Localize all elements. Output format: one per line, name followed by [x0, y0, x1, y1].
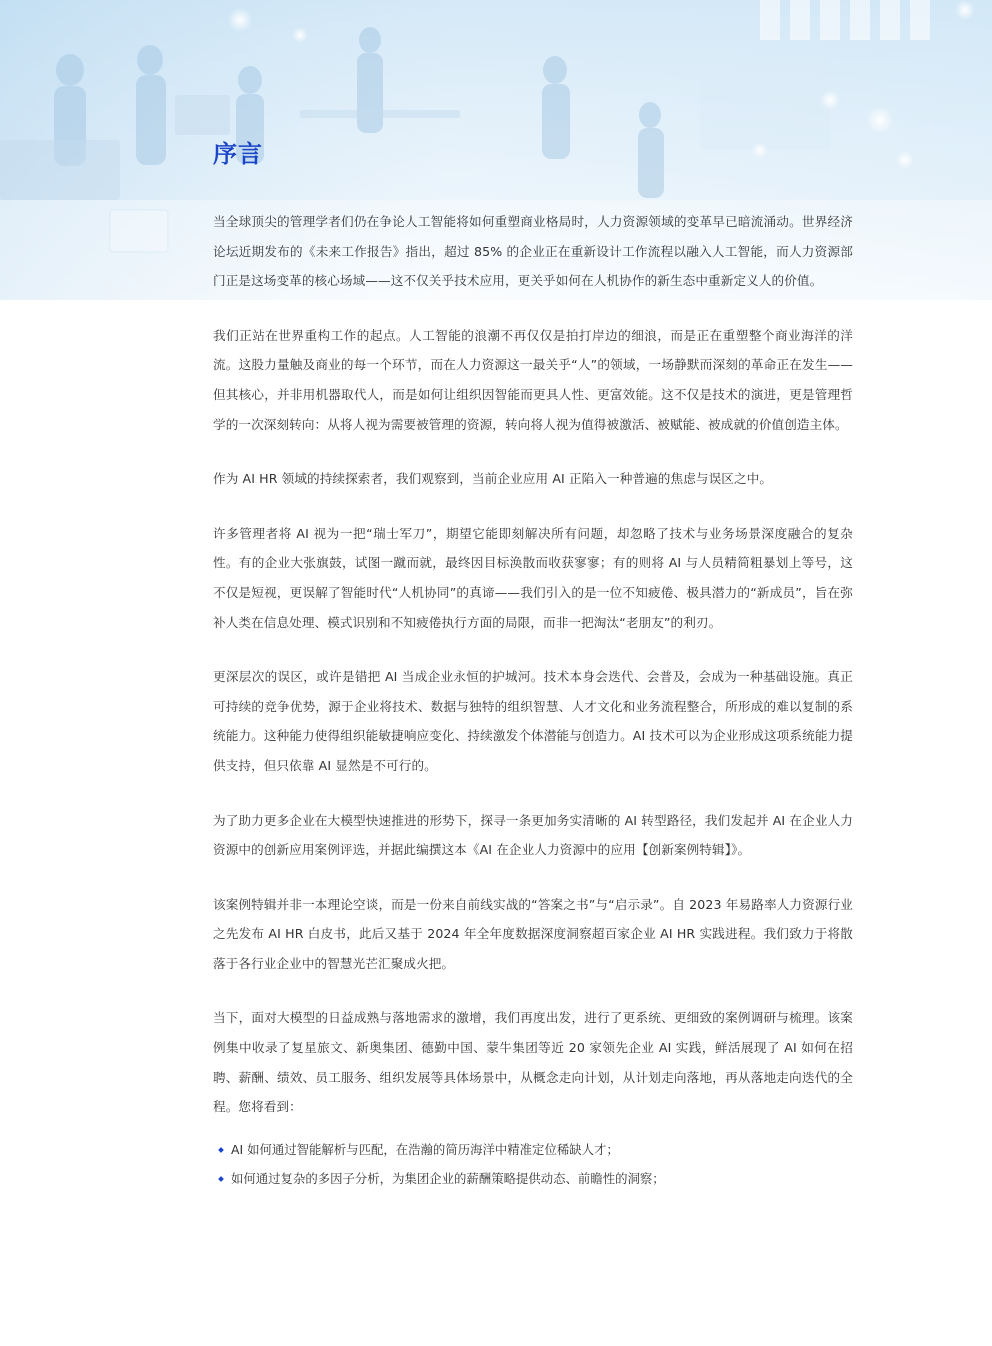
preface-body — [213, 207, 853, 1194]
paragraph: 我们正站在世界重构工作的起点。人工智能的浪潮不再仅仅是拍打岸边的细浪，而是正在重塑整个商业海洋的洋流。这股力量触及商业的每一个环节，而在人力资源这一最关乎“人”的领域，一场静默而深刻的革命正在发生——但其核心，并非用机器取代人，而是如何让组织因智能而更具人性、更富效能。这不仅是技术的演进，更是管理哲学的一次深刻转向：从将人视为需要被管理的资源，转向将人视为值得被激活、被赋能、被成就的价值创造主体。 — [213, 327, 853, 432]
diamond-bullet-icon — [218, 1147, 224, 1153]
list-item-text: 如何通过复杂的多因子分析，为集团企业的薪酬策略提供动态、前瞻性的洞察； — [231, 1171, 665, 1187]
paragraph: 当全球顶尖的管理学者们仍在争论人工智能将如何重塑商业格局时，人力资源领域的变革早已暗流涌动。世界经济论坛近期发布的《未来工作报告》指出，超过 85% 的企业正在重新设计工作流程以融入人工智能，而人力资源部门正是这场变革的核心场域——这不仅关乎技术应用，更关乎如何在人机协作的新生态中重新定义人的价值。 — [213, 214, 853, 289]
paragraph: 该案例特辑并非一本理论空谈，而是一份来自前线实战的“答案之书”与“启示录”。自 2023 年易路率人力资源行业之先发布 AI HR 白皮书，此后又基于 2024 年全年度数据深度洞察超百家企业 AI HR 实践进程。我们致力于将散落于各行业企业中的智慧光芒汇聚成火把。 — [213, 896, 853, 971]
page-title: 序言 — [213, 140, 263, 168]
paragraph: 更深层次的误区，或许是错把 AI 当成企业永恒的护城河。技术本身会迭代、会普及，会成为一种基础设施。真正可持续的竞争优势，源于企业将技术、数据与独特的组织智慧、人才文化和业务流程整合，所形成的难以复制的系统能力。这种能力使得组织能敏捷响应变化、持续激发个体潜能与创造力。AI 技术可以为企业形成这项系统能力提供支持，但只依靠 AI 显然是不可行的。 — [213, 669, 853, 773]
paragraph: 作为 AI HR 领域的持续探索者，我们观察到，当前企业应用 AI 正陷入一种普遍的焦虑与误区之中。 — [213, 471, 773, 487]
list-item — [213, 1135, 853, 1165]
list-item-text: AI 如何通过智能解析与匹配，在浩瀚的简历海洋中精准定位稀缺人才； — [231, 1141, 619, 1157]
list-item — [213, 1164, 853, 1194]
paragraph: 许多管理者将 AI 视为一把“瑞士军刀”，期望它能即刻解决所有问题，却忽略了技术与业务场景深度融合的复杂性。有的企业大张旗鼓，试图一蹴而就，最终因目标涣散而收获寥寥；有的则将 AI 与人员精简粗暴划上等号，这不仅是短视，更误解了智能时代“人机协同”的真谛——我们引入的是一位不知疲倦、极具潜力的“新成员”，旨在弥补人类在信息处理、模式识别和不知疲倦执行方面的局限，而非一把淘汰“老朋友”的利刃。 — [213, 525, 853, 630]
paragraph: 当下，面对大模型的日益成熟与落地需求的激增，我们再度出发，进行了更系统、更细致的案例调研与梳理。该案例集中收录了复星旅文、新奥集团、德勤中国、蒙牛集团等近 20 家领先企业 AI 实践，鲜活展现了 AI 如何在招聘、薪酬、绩效、员工服务、组织发展等具体场景中，从概念走向计划，从计划走向落地，再从落地走向迭代的全程。您将看到： — [213, 1010, 853, 1115]
paragraph: 为了助力更多企业在大模型快速推进的形势下，探寻一条更加务实清晰的 AI 转型路径，我们发起并 AI 在企业人力资源中的创新应用案例评选，并据此编撰这本《AI 在企业人力资源中的应用【创新案例特辑】》。 — [213, 812, 853, 858]
bullet-list — [213, 1135, 853, 1194]
diamond-bullet-icon — [218, 1177, 224, 1183]
